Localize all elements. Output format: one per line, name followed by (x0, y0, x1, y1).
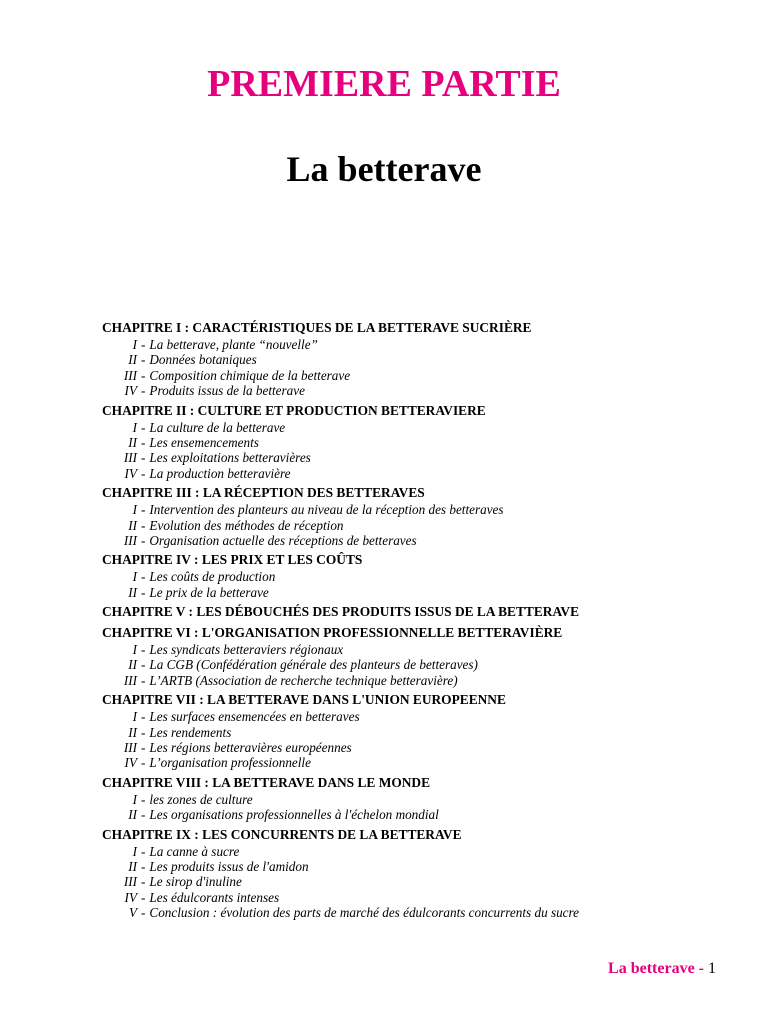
section-number: I (132, 337, 137, 352)
section-separator: - (141, 352, 146, 368)
toc-section (102, 792, 742, 807)
section-separator: - (141, 367, 146, 383)
section-number: II (128, 584, 137, 600)
section-separator: - (141, 889, 146, 905)
section-separator: - (141, 724, 146, 740)
section-title: Conclusion : évolution des parts de marché des édulcorants concurrents du sucre (149, 905, 580, 921)
section-number: III (123, 874, 137, 890)
section-title: La CGB (Confédération générale des planteurs de betteraves) (149, 657, 478, 673)
chapter-heading: CHAPITRE II : CULTURE ET PRODUCTION BETTERAVIERE (102, 402, 486, 418)
section-separator: - (141, 450, 146, 466)
section-number: III (123, 367, 137, 383)
section-number: V (128, 905, 137, 921)
section-number: II (128, 434, 137, 450)
section-number: III (123, 532, 137, 548)
toc-section (102, 890, 742, 905)
section-number: IV (124, 755, 137, 771)
toc-section (102, 518, 742, 533)
section-title: Les édulcorants intenses (149, 889, 280, 905)
section-separator: - (141, 672, 146, 688)
table-of-contents (102, 318, 742, 921)
toc-section (102, 585, 742, 600)
toc-section (102, 755, 742, 770)
section-separator: - (141, 502, 146, 518)
chapter-heading: CHAPITRE VI : L'ORGANISATION PROFESSIONNELLE BETTERAVIÈRE (102, 625, 563, 641)
section-title: Les coûts de production (149, 569, 276, 585)
section-separator: - (141, 905, 146, 921)
section-separator: - (141, 858, 146, 874)
section-separator: - (141, 807, 146, 823)
toc-section (102, 450, 742, 465)
section-separator: - (141, 657, 146, 673)
toc-section (102, 874, 742, 889)
toc-section (102, 657, 742, 672)
section-separator: - (141, 532, 146, 548)
section-separator: - (141, 642, 146, 658)
section-title: Les ensemencements (149, 434, 259, 450)
section-number: I (132, 569, 137, 585)
section-separator: - (141, 709, 146, 725)
toc-chapter (102, 623, 742, 688)
toc-section (102, 807, 742, 822)
toc-section (102, 502, 742, 517)
section-title: La culture de la betterave (149, 419, 286, 435)
section-number: III (123, 672, 137, 688)
section-separator: - (141, 843, 146, 859)
toc-chapter (102, 483, 742, 548)
section-number: II (128, 807, 137, 823)
section-separator: - (141, 584, 146, 600)
section-title: L’organisation professionnelle (149, 755, 311, 771)
page-number: 1 (708, 960, 716, 977)
section-number: II (128, 657, 137, 673)
section-number: II (128, 858, 137, 874)
document-title: La betterave (286, 149, 482, 189)
toc-chapter (102, 401, 742, 482)
section-title: Organisation actuelle des réceptions de betteraves (149, 532, 417, 548)
section-separator: - (141, 465, 146, 481)
section-separator: - (141, 569, 146, 585)
toc-section (102, 673, 742, 688)
section-title: Les surfaces ensemencées en betteraves (149, 709, 360, 725)
section-title: La betterave, plante “nouvelle” (149, 337, 318, 352)
section-title: La production betteravière (149, 465, 291, 481)
section-separator: - (141, 517, 146, 533)
section-separator: - (141, 755, 146, 771)
section-title: les zones de culture (149, 791, 253, 807)
toc-section (102, 859, 742, 874)
section-separator: - (141, 740, 146, 756)
section-separator: - (141, 337, 146, 352)
part-title: PREMIERE PARTIE (207, 63, 561, 105)
section-separator: - (141, 434, 146, 450)
section-number: I (132, 843, 137, 859)
section-number: II (128, 517, 137, 533)
toc-section (102, 725, 742, 740)
section-title: Evolution des méthodes de réception (149, 517, 344, 533)
section-number: IV (124, 465, 137, 481)
chapter-heading: CHAPITRE VIII : LA BETTERAVE DANS LE MONDE (102, 774, 431, 790)
section-separator: - (141, 874, 146, 890)
section-separator: - (141, 419, 146, 435)
section-title: Les syndicats betteraviers régionaux (149, 642, 344, 658)
section-title: Le prix de la betterave (149, 584, 269, 600)
section-title: Les organisations professionnelles à l'échelon mondial (149, 807, 439, 823)
chapter-heading: CHAPITRE VII : LA BETTERAVE DANS L'UNION EUROPEENNE (102, 692, 506, 708)
chapter-heading: CHAPITRE I : CARACTÉRISTIQUES DE LA BETTERAVE SUCRIÈRE (102, 320, 532, 335)
section-title: Produits issus de la betterave (149, 383, 305, 399)
toc-section (102, 368, 742, 383)
section-title: Les régions betteravières européennes (149, 740, 352, 756)
toc-section (102, 337, 742, 352)
section-number: II (128, 724, 137, 740)
toc-chapter (102, 602, 742, 621)
toc-chapter (102, 318, 742, 399)
toc-chapter (102, 690, 742, 771)
section-title: La canne à sucre (149, 843, 240, 859)
footer-title: La betterave (608, 960, 695, 977)
chapter-heading: CHAPITRE IX : LES CONCURRENTS DE LA BETTERAVE (102, 826, 462, 842)
section-number: I (132, 502, 137, 518)
section-title: Le sirop d'inuline (149, 874, 242, 890)
footer-separator: - (698, 960, 704, 977)
section-title: Intervention des planteurs au niveau de la réception des betteraves (149, 502, 504, 518)
section-number: IV (124, 383, 137, 399)
section-separator: - (141, 383, 146, 399)
toc-section (102, 533, 742, 548)
section-number: I (132, 709, 137, 725)
toc-section (102, 844, 742, 859)
toc-section (102, 740, 742, 755)
toc-section (102, 420, 742, 435)
chapter-heading: CHAPITRE V : LES DÉBOUCHÉS DES PRODUITS ISSUS DE LA BETTERAVE (102, 604, 579, 620)
toc-section (102, 642, 742, 657)
chapter-heading: CHAPITRE IV : LES PRIX ET LES COÛTS (102, 552, 363, 568)
toc-section (102, 352, 742, 367)
section-number: III (123, 740, 137, 756)
toc-chapter (102, 550, 742, 600)
section-separator: - (141, 791, 146, 807)
section-title: Composition chimique de la betterave (149, 367, 351, 383)
toc-section (102, 383, 742, 398)
section-title: Les rendements (149, 724, 232, 740)
section-title: L’ARTB (Association de recherche technique betteravière) (149, 672, 458, 688)
section-number: I (132, 791, 137, 807)
toc-section (102, 905, 742, 920)
toc-chapter (102, 773, 742, 823)
toc-section (102, 709, 742, 724)
section-title: Les produits issus de l'amidon (149, 858, 309, 874)
section-number: IV (124, 889, 137, 905)
chapter-heading: CHAPITRE III : LA RÉCEPTION DES BETTERAVES (102, 485, 425, 501)
toc-section (102, 466, 742, 481)
page-footer (608, 958, 716, 980)
section-title: Données botaniques (149, 352, 257, 368)
section-number: I (132, 642, 137, 658)
section-title: Les exploitations betteravières (149, 450, 311, 466)
section-number: I (132, 419, 137, 435)
toc-section (102, 569, 742, 584)
toc-chapter (102, 825, 742, 921)
toc-section (102, 435, 742, 450)
section-number: II (128, 352, 137, 368)
section-number: III (123, 450, 137, 466)
